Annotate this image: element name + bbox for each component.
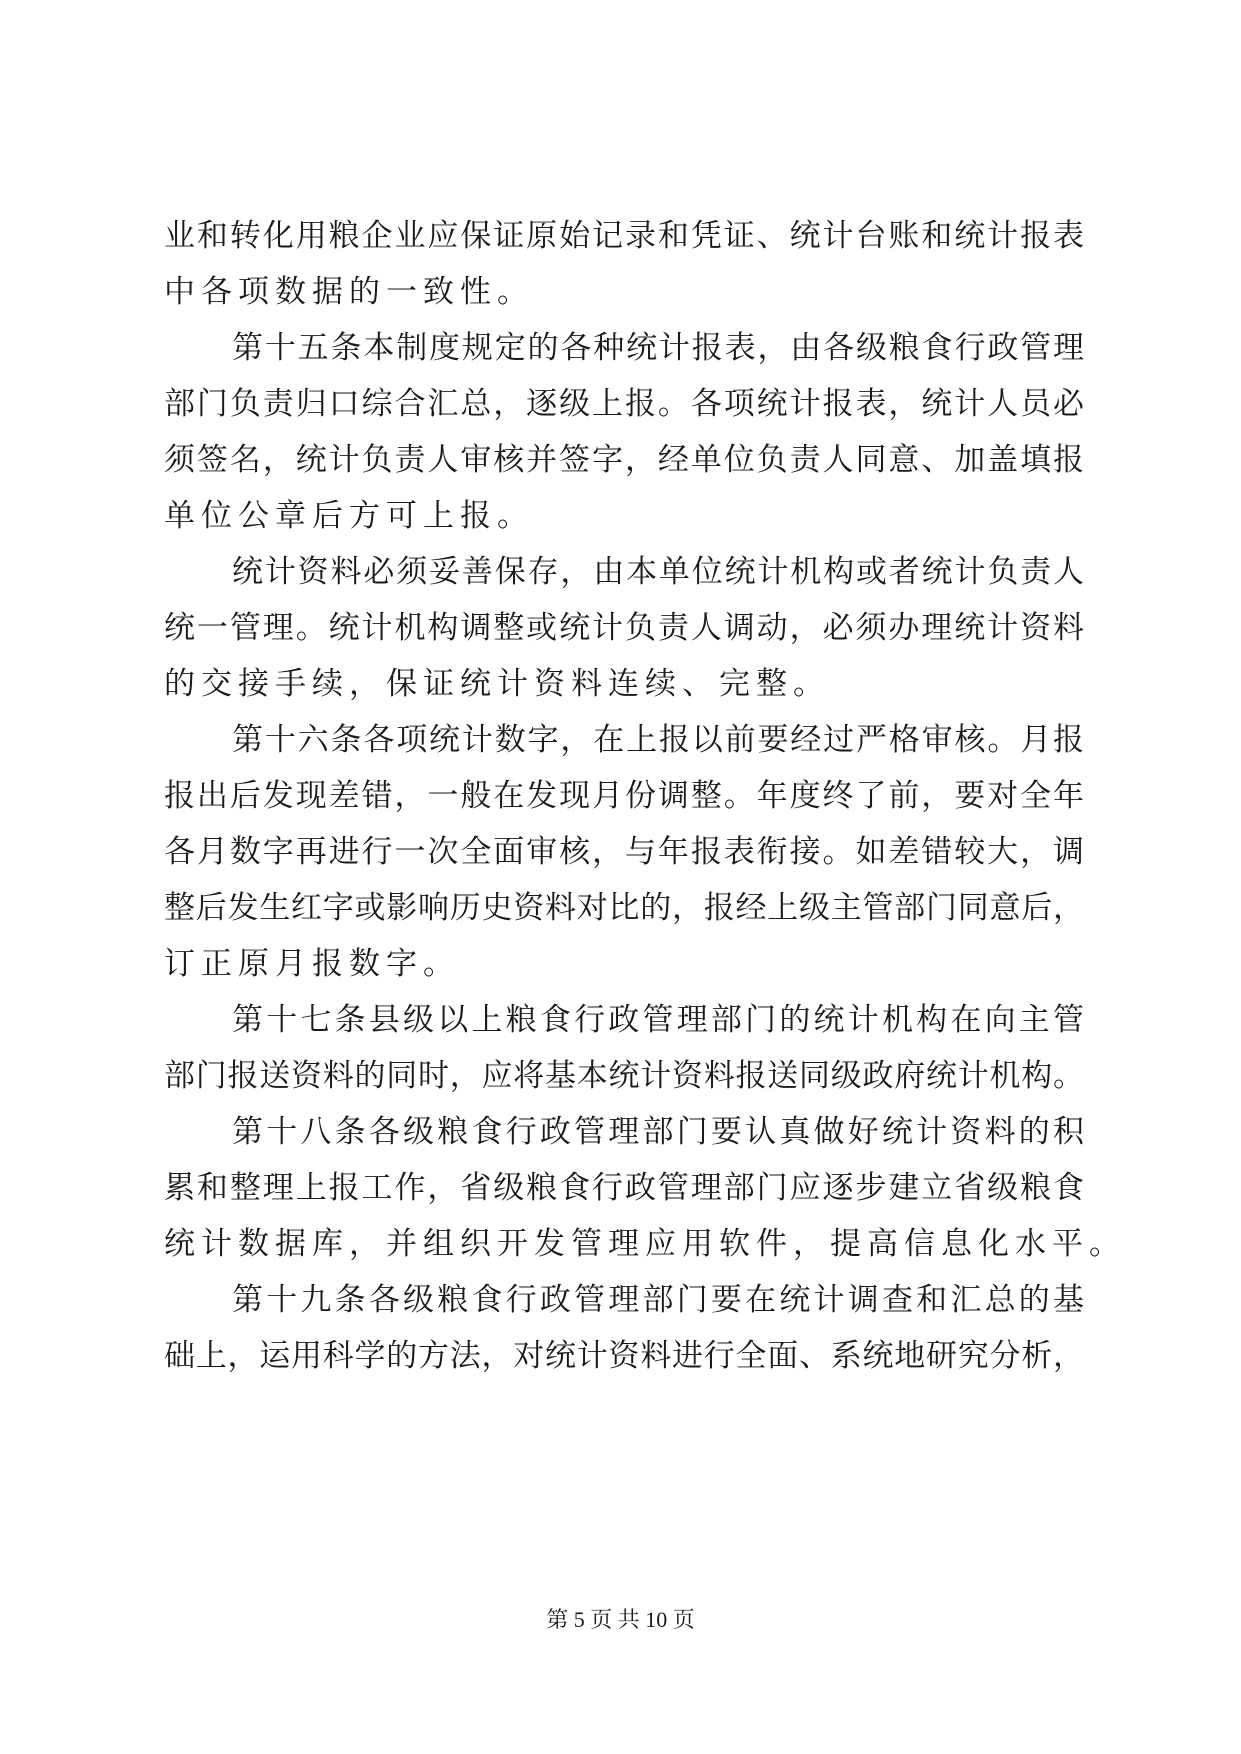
text-line: 整后发生红字或影响历史资料对比的，报经上级主管部门同意后， bbox=[164, 890, 1084, 926]
text-line: 须签名，统计负责人审核并签字，经单位负责人同意、加盖填报 bbox=[164, 442, 1084, 478]
text-line: 第十七条县级以上粮食行政管理部门的统计机构在向主管 bbox=[232, 1002, 1084, 1038]
text-line: 累和整理上报工作，省级粮食行政管理部门应逐步建立省级粮食 bbox=[164, 1170, 1084, 1206]
text-line: 第十九条各级粮食行政管理部门要在统计调查和汇总的基 bbox=[232, 1282, 1084, 1318]
text-line: 的交接手续，保证统计资料连续、完整。 bbox=[164, 666, 830, 702]
text-line: 各月数字再进行一次全面审核，与年报表衔接。如差错较大，调 bbox=[164, 834, 1084, 870]
text-line: 第十五条本制度规定的各种统计报表，由各级粮食行政管理 bbox=[232, 330, 1084, 366]
text-line: 中各项数据的一致性。 bbox=[164, 274, 534, 310]
page-number-footer: 第 5 页 共 10 页 bbox=[546, 1607, 695, 1632]
text-line: 第十六条各项统计数字，在上报以前要经过严格审核。月报 bbox=[232, 722, 1084, 758]
text-line: 业和转化用粮企业应保证原始记录和凭证、统计台账和统计报表 bbox=[164, 218, 1084, 254]
text-line: 础上，运用科学的方法，对统计资料进行全面、系统地研究分析， bbox=[164, 1338, 1084, 1374]
text-line: 第十八条各级粮食行政管理部门要认真做好统计资料的积 bbox=[232, 1114, 1084, 1150]
text-line: 报出后发现差错，一般在发现月份调整。年度终了前，要对全年 bbox=[164, 778, 1084, 814]
text-line: 统计资料必须妥善保存，由本单位统计机构或者统计负责人 bbox=[232, 554, 1084, 590]
text-line: 部门负责归口综合汇总，逐级上报。各项统计报表，统计人员必 bbox=[164, 386, 1084, 422]
text-line: 统一管理。统计机构调整或统计负责人调动，必须办理统计资料 bbox=[164, 610, 1084, 646]
text-line: 统计数据库，并组织开发管理应用软件，提高信息化水平。 bbox=[164, 1226, 1126, 1262]
text-line: 单位公章后方可上报。 bbox=[164, 498, 534, 534]
text-line: 部门报送资料的同时，应将基本统计资料报送同级政府统计机构。 bbox=[164, 1058, 1084, 1094]
text-line: 订正原月报数字。 bbox=[164, 946, 460, 982]
